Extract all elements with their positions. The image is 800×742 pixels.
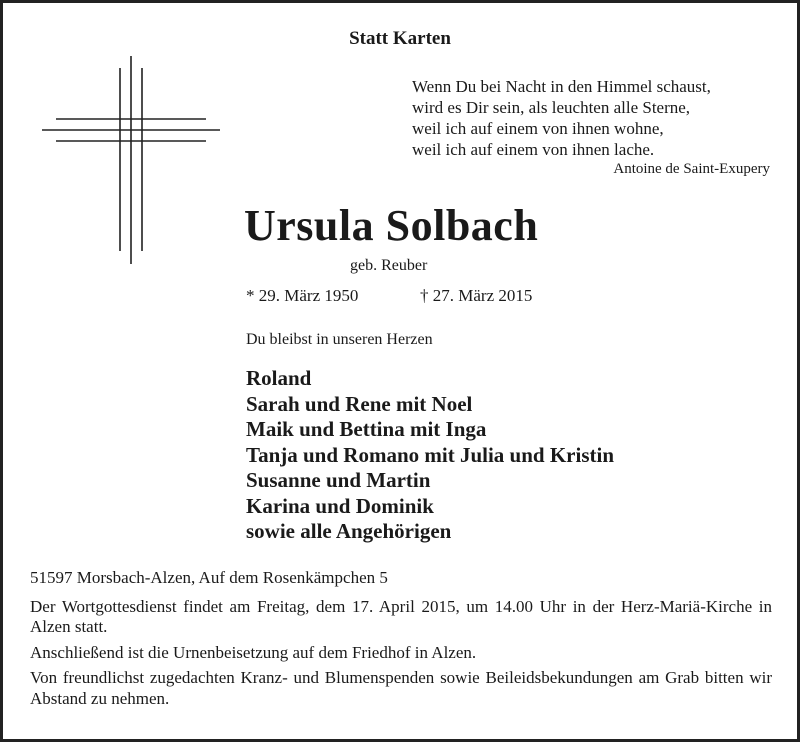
footer-info [30,568,772,714]
poem-line: Wenn Du bei Nacht in den Himmel schaust, [412,77,711,96]
birth-name: geb. Reuber [350,257,428,274]
mourner-entry: Maik und Bettina mit Inga [246,417,487,441]
mourner-entry: sowie alle Angehörigen [246,519,452,543]
birth-date: * 29. März 1950 [246,286,359,305]
cross-icon [42,56,220,264]
poem-line: wird es Dir sein, als leuchten alle Sterne, [412,98,691,117]
death-date: † 27. März 2015 [420,286,533,305]
notice-heading: Statt Karten [349,28,451,49]
mourner-entry: Susanne und Martin [246,468,431,492]
burial-info: Anschließend ist die Urnenbeisetzung auf dem Friedhof in Alzen. [30,642,477,662]
mourner-entry: Karina und Dominik [246,493,434,518]
address: 51597 Morsbach-Alzen, Auf dem Rosenkämpchen 5 [30,568,388,587]
mourner-entry: Sarah und Rene mit Noel [246,391,473,416]
donation-info: Von freundlichst zugedachten Kranz- und Blumenspenden sowie Beileidsbekundungen am Grab bitten wir Abstand zu nehmen. [30,668,772,708]
service-info: Der Wortgottesdienst findet am Freitag, dem 17. April 2015, um 14.00 Uhr in der Herz-Mariä-Kirche in Alzen statt. [30,596,772,636]
poem-author: Antoine de Saint-Exupery [613,161,770,177]
deceased-name: Ursula Solbach [244,201,539,250]
poem-line: weil ich auf einem von ihnen wohne, [412,119,664,138]
mourner-entry: Tanja und Romano mit Julia und Kristin [246,442,615,467]
tagline: Du bleibst in unseren Herzen [246,331,433,348]
mourners-list [246,366,614,545]
poem-line: weil ich auf einem von ihnen lache. [412,140,655,159]
mourner-entry: Roland [246,366,312,390]
poem [412,76,711,160]
